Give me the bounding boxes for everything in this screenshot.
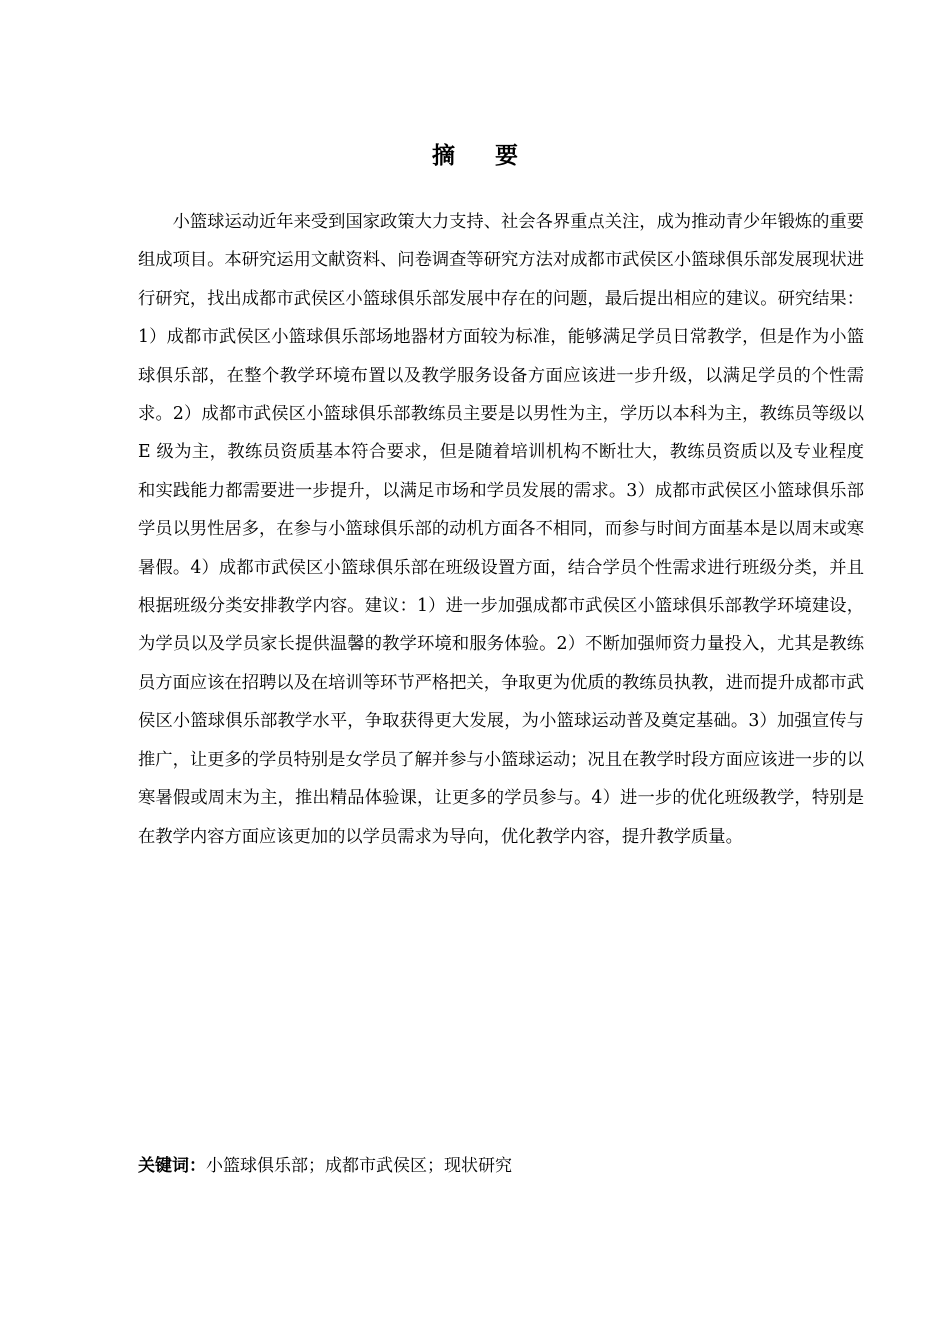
keywords-value: 小篮球俱乐部；成都市武侯区；现状研究 (206, 1156, 512, 1176)
keywords-line (138, 1152, 864, 1180)
page-title: 摘 要 (431, 142, 534, 170)
keywords-label: 关键词： (138, 1156, 206, 1176)
abstract-paragraph: 小篮球运动近年来受到国家政策大力支持、社会各界重点关注，成为推动青少年锻炼的重要组成项目。本研究运用文献资料、问卷调查等研究方法对成都市武侯区小篮球俱乐部发展现状进行研究，找出成都市武侯区小篮球俱乐部发展中存在的问题，最后提出相应的建议。研究结果：1）成都市武侯区小篮球俱乐部场地器材方面较为标准，能够满足学员日常教学，但是作为小篮球俱乐部，在整个教学环境布置以及教学服务设备方面应该进一步升级，以满足学员的个性需求。2）成都市武侯区小篮球俱乐部教练员主要是以男性为主，学历以本科为主，教练员等级以 E 级为主，教练员资质基本符合要求，但是随着培训机构不断壮大，教练员资质以及专业程度和实践能力都需要进一步提升，以满足市场和学员发展的需求。3）成都市武侯区小篮球俱乐部学员以男性居多，在参与小篮球俱乐部的动机方面各不相同，而参与时间方面基本是以周末或寒暑假。4）成都市武侯区小篮球俱乐部在班级设置方面，结合学员个性需求进行班级分类，并且根据班级分类安排教学内容。建议：1）进一步加强成都市武侯区小篮球俱乐部教学环境建设，为学员以及学员家长提供温馨的教学环境和服务体验。2）不断加强师资力量投入，尤其是教练员方面应该在招聘以及在培训等环节严格把关，争取更为优质的教练员执教，进而提升成都市武侯区小篮球俱乐部教学水平，争取获得更大发展，为小篮球运动普及奠定基础。3）加强宣传与推广，让更多的学员特别是女学员了解并参与小篮球运动；况且在教学时段方面应该进一步的以寒暑假或周末为主，推出精品体验课，让更多的学员参与。4）进一步的优化班级教学，特别是在教学内容方面应该更加的以学员需求为导向，优化教学内容，提升教学质量。 (138, 212, 864, 847)
